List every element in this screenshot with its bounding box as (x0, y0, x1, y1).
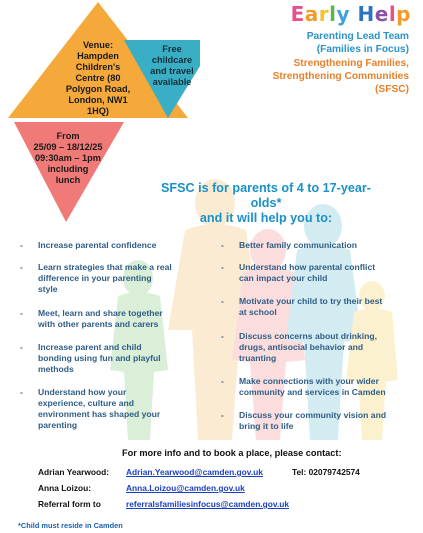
list-item-line: style (38, 284, 58, 294)
venue-line: Venue: (82, 40, 114, 50)
referral-form-label: Referral form to (38, 499, 101, 509)
childcare-line: childcare (151, 55, 193, 65)
childcare-line: available (152, 77, 192, 87)
list-item-line: experience, culture and (38, 398, 134, 408)
list-item-line: truanting (239, 353, 277, 363)
childcare-line: and travel (150, 66, 194, 76)
logo-letter: l (388, 2, 397, 26)
list-item-line: Learn strategies that make a real (38, 262, 172, 272)
logo-letter: l (329, 2, 337, 26)
contact-adrian-email-link[interactable]: Adrian.Yearwood@camden.gov.uk (126, 467, 263, 477)
logo-letter: e (374, 2, 389, 26)
list-item (221, 331, 411, 364)
bullet-dash: - (20, 262, 23, 272)
list-item-line: with other parents and carers (38, 319, 159, 329)
dates-text (22, 131, 114, 186)
list-item-line: Understand how your (38, 387, 127, 397)
list-item-line: can impact your child (239, 273, 328, 283)
contact-anna-name: Anna Loizou: (38, 483, 92, 493)
bullet-dash: - (221, 376, 224, 386)
bullet-dash: - (221, 331, 224, 341)
list-item-line: Understand how parental conflict (239, 262, 376, 272)
list-item-line: Increase parent and child (38, 342, 142, 352)
venue-line: Hampden (77, 51, 119, 61)
list-item (221, 376, 411, 398)
bullet-dash: - (221, 240, 224, 250)
venue-line: London, NW1 (68, 95, 128, 105)
contact-adrian-phone: Tel: 02079742574 (292, 467, 360, 477)
list-item (20, 240, 205, 251)
list-item-line: difference in your parenting (38, 273, 152, 283)
contact-anna-email-link[interactable]: Anna.Loizou@camden.gov.uk (126, 483, 245, 493)
list-item-line: Meet, learn and share together (38, 308, 163, 318)
list-item-line: Discuss your community vision and (239, 410, 387, 420)
list-item-line: bonding using fun and playful (38, 353, 161, 363)
list-item-line: Better family communication (239, 240, 357, 250)
dates-line: 25/09 – 18/12/25 (33, 142, 103, 152)
header-programme-line1: Strengthening Families, (293, 58, 409, 69)
logo-letter: a (304, 2, 319, 26)
list-item-line: environment has shaped your (38, 409, 161, 419)
venue-line: Children's (75, 62, 121, 72)
dates-line: From (56, 131, 80, 141)
header-programme-acronym: (SFSC) (375, 84, 409, 95)
dates-line: lunch (55, 175, 81, 185)
contact-heading: For more info and to book a place, please contact: (122, 448, 342, 458)
intro-heading (146, 181, 386, 226)
intro-line: SFSC is for parents of 4 to 17-year-olds* (161, 181, 371, 210)
venue-line: Centre (80 (75, 73, 121, 83)
bullet-dash: - (221, 410, 224, 420)
list-item (221, 296, 411, 318)
venue-line: Polygon Road, (65, 84, 131, 94)
logo-letter: p (396, 2, 411, 26)
childcare-line: Free (162, 44, 182, 54)
bullet-dash: - (221, 262, 224, 272)
list-item (221, 240, 411, 251)
list-item (20, 387, 205, 431)
bullet-dash: - (221, 296, 224, 306)
bullet-dash: - (20, 387, 23, 397)
list-item (221, 262, 411, 284)
list-item-line: at school (239, 307, 277, 317)
bullet-dash: - (20, 240, 23, 250)
logo-letter: r (318, 2, 330, 26)
header-team-name: Parenting Lead Team (306, 31, 409, 42)
list-item-line: Increase parental confidence (38, 240, 157, 250)
list-item (20, 262, 205, 295)
early-help-logo (291, 2, 411, 26)
logo-letter: y (336, 2, 351, 26)
dates-line: including (47, 164, 89, 174)
contact-adrian-name: Adrian Yearwood: (38, 467, 110, 477)
list-item-line: Motivate your child to try their best (239, 296, 383, 306)
venue-text (44, 40, 152, 117)
venue-line: 1HQ) (87, 106, 109, 116)
dates-line: 09:30am – 1pm (35, 153, 101, 163)
bullet-dash: - (20, 308, 23, 318)
list-item-line: Make connections with your wider (239, 376, 379, 386)
list-item-line: Discuss concerns about drinking, (239, 331, 378, 341)
childcare-text (142, 44, 202, 88)
logo-letter (350, 2, 357, 26)
logo-letter: H (357, 2, 375, 26)
referral-email-link[interactable]: referralsfamiliesinfocus@camden.gov.uk (126, 499, 290, 509)
list-item-line: drugs, antisocial behavior and (239, 342, 364, 352)
list-item-line: bring it to life (239, 421, 294, 431)
residency-footnote: *Child must reside in Camden (18, 521, 123, 530)
list-item-line: community and services in Camden (239, 387, 386, 397)
list-item-line: parenting (38, 420, 78, 430)
logo-letter: E (290, 2, 305, 26)
header-programme-line2: Strengthening Communities (272, 71, 409, 82)
list-item-line: methods (38, 364, 74, 374)
list-item (20, 342, 205, 375)
list-item (221, 410, 411, 432)
list-item (20, 308, 205, 330)
intro-line: and it will help you to: (199, 211, 333, 225)
bullet-dash: - (20, 342, 23, 352)
header-team-subtitle: (Families in Focus) (316, 44, 409, 55)
